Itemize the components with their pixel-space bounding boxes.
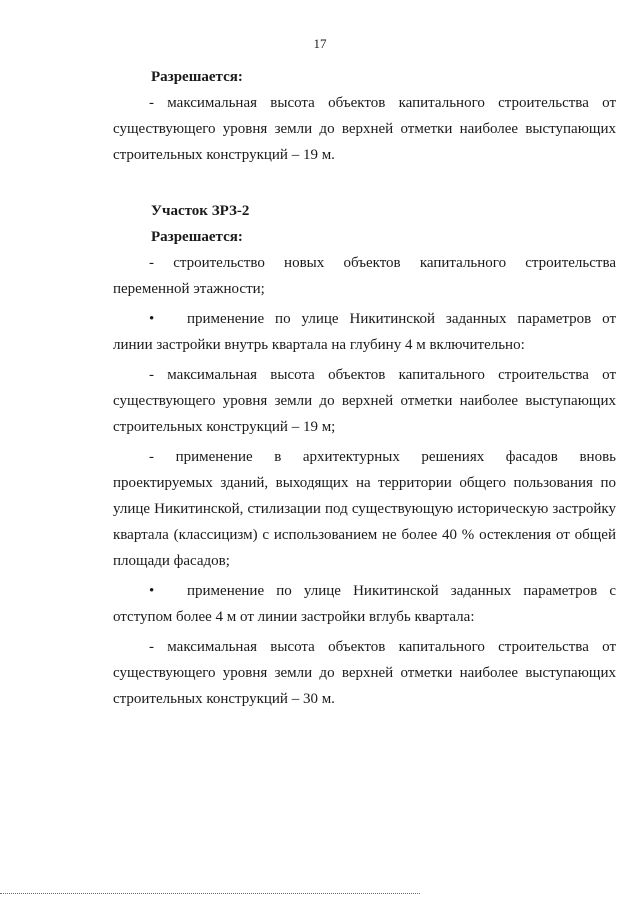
permitted-heading-2: Разрешается:: [151, 229, 243, 245]
page-number: 17: [313, 36, 327, 51]
paragraph-continuation: существующего уровня земли до верхней отметки наиболее выступающих строительных конструкций – 19 м;: [113, 393, 616, 435]
paragraph-first-line: - максимальная высота объектов капитального строительства от: [149, 367, 616, 383]
bullet-item-inner-parameters: [113, 306, 616, 358]
section-title-zrz-2: Участок ЗРЗ-2: [151, 203, 250, 219]
paragraph-construction: [113, 250, 616, 302]
paragraph-first-line: - максимальная высота объектов капитального строительства от: [149, 95, 616, 111]
paragraph-max-height-1: [113, 90, 616, 168]
footer-dotted-line: [0, 893, 420, 894]
document-body: [113, 64, 616, 712]
paragraph-max-height-19: [113, 362, 616, 440]
paragraph-first-line: - максимальная высота объектов капитального строительства от: [149, 639, 616, 655]
paragraph-continuation: линии застройки внутрь квартала на глубину 4 м включительно:: [113, 337, 525, 353]
paragraph-first-line: - применение в архитектурных решениях фасадов вновь: [149, 449, 616, 465]
paragraph-first-line: применение по улице Никитинской заданных параметров от: [187, 311, 616, 327]
paragraph-first-line: - строительство новых объектов капитального строительства: [149, 255, 616, 271]
paragraph-continuation: существующего уровня земли до верхней отметки наиболее выступающих строительных конструкций – 30 м.: [113, 665, 616, 707]
paragraph-first-line: применение по улице Никитинской заданных параметров с: [187, 583, 616, 599]
bullet-icon: •: [149, 583, 155, 599]
permitted-heading-1: Разрешается:: [151, 69, 243, 85]
paragraph-max-height-30: [113, 634, 616, 712]
paragraph-continuation: отступом более 4 м от линии застройки вглубь квартала:: [113, 609, 475, 625]
paragraph-continuation: переменной этажности;: [113, 281, 265, 297]
bullet-icon: •: [149, 311, 155, 327]
paragraph-continuation: существующего уровня земли до верхней отметки наиболее выступающих строительных конструкций – 19 м.: [113, 121, 616, 163]
paragraph-facade-stylization: [113, 444, 616, 574]
paragraph-continuation: проектируемых зданий, выходящих на территории общего пользования по улице Никитинской, стилизации под существующую историческую застройку квартала (классицизм) с использованием не более 40 % остекления от общей площади фасадов;: [113, 475, 616, 569]
bullet-item-offset-parameters: [113, 578, 616, 630]
